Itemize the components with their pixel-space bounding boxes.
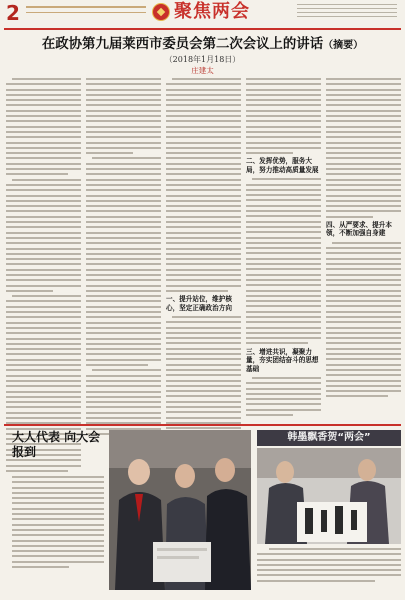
masthead-rule-left-thin	[26, 12, 146, 13]
photo-story-right	[257, 428, 401, 596]
registration-photo-image	[109, 430, 251, 590]
article-date: （2018年1月18日）	[164, 55, 241, 64]
story-right-body	[257, 548, 401, 585]
article-headline	[0, 36, 405, 54]
section-heading-2: 二、发挥优势，服务大局，努力推动高质量发展	[246, 157, 319, 174]
text-lines	[326, 78, 401, 218]
masthead-title: 聚焦两会	[174, 1, 250, 22]
text-lines	[246, 78, 321, 154]
article-column-5	[326, 78, 401, 401]
article-author: 庄建太	[191, 66, 214, 75]
calligraphy-photo	[257, 448, 401, 544]
headline-main: 在政协第九届莱西市委员会第二次会议上的讲话	[41, 37, 324, 52]
section-divider	[4, 424, 401, 426]
article-column-4	[246, 78, 321, 419]
masthead-rule	[4, 28, 401, 30]
calligraphy-photo-image	[257, 448, 401, 544]
masthead	[0, 0, 405, 34]
article-column-2	[86, 78, 161, 438]
text-lines	[326, 242, 401, 398]
page-number: 2	[6, 1, 20, 25]
text-lines	[166, 78, 241, 292]
section-heading-3: 三、增进共识，凝聚力量，夯实团结奋斗的思想基础	[246, 347, 319, 373]
photo-story-left	[6, 428, 253, 596]
text-lines	[246, 178, 321, 344]
section-heading-1: 一、提升站位，维护核心，坚定正确政治方向	[166, 295, 232, 312]
article-column-3	[166, 78, 241, 464]
text-lines	[6, 78, 81, 472]
story-right-title: 韩墨飘香贺“两会”	[257, 430, 401, 446]
masthead-rule-left	[26, 6, 146, 8]
registration-photo	[109, 430, 251, 590]
masthead-edition-info	[297, 4, 397, 22]
cppcc-emblem-icon	[152, 3, 170, 21]
text-lines	[86, 78, 161, 435]
text-lines	[246, 377, 321, 416]
story-left-body	[12, 476, 104, 571]
section-heading-4: 四、从严要求、提升本领，不断加强自身建	[326, 221, 392, 238]
article-column-1	[6, 78, 81, 475]
headline-suffix: （摘要）	[323, 40, 364, 51]
story-left-title: 大人代表 向大会报到	[12, 430, 101, 459]
